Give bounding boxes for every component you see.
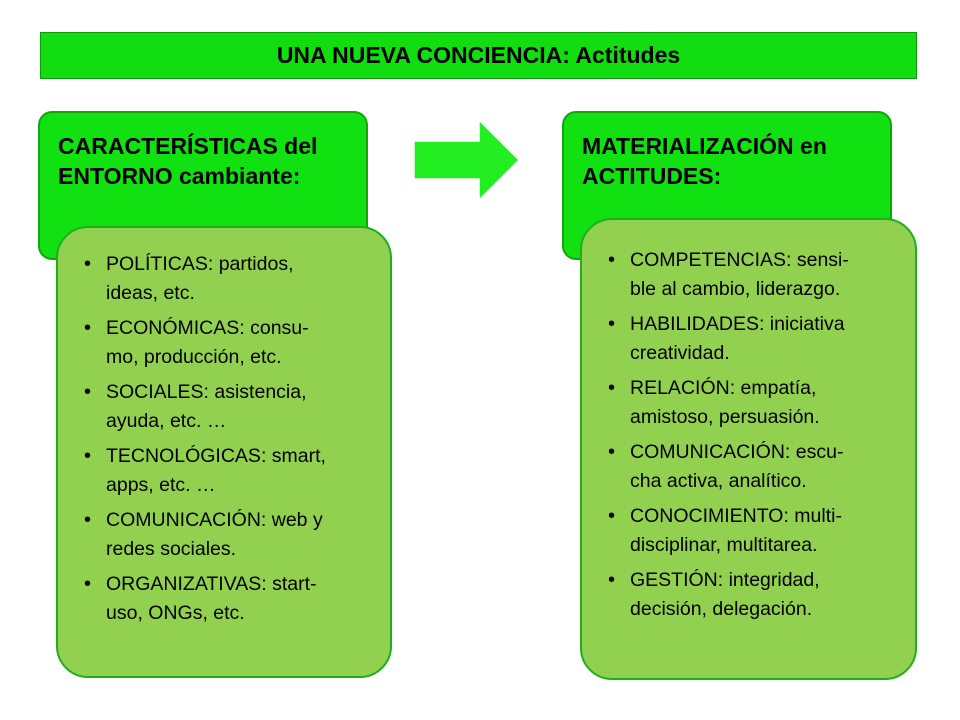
characteristics-list [84, 250, 368, 628]
list-item-line1: COMPETENCIAS: sensi- [630, 249, 849, 271]
list-item-line1: SOCIALES: asistencia, [106, 381, 307, 403]
list-item [84, 570, 368, 628]
materialization-list [608, 246, 893, 624]
list-item-line2: redes sociales. [106, 538, 237, 560]
list-item [84, 506, 368, 564]
list-item-line1: HABILIDADES: iniciativa [630, 313, 845, 335]
list-item-line1: ORGANIZATIVAS: start- [106, 573, 317, 595]
list-item-line2: amistoso, persuasión. [630, 406, 820, 428]
list-item-line2: apps, etc. … [106, 474, 216, 496]
characteristics-heading-line2: ENTORNO cambiante: [58, 163, 301, 189]
list-item-line2: decisión, delegación. [630, 598, 813, 620]
list-item-line1: CONOCIMIENTO: multi- [630, 505, 842, 527]
characteristics-list-box [56, 226, 392, 678]
materialization-heading-line1: MATERIALIZACIÓN en [582, 133, 827, 159]
list-item [608, 246, 893, 304]
right-arrow-icon [413, 119, 521, 201]
list-item-line1: ECONÓMICAS: consu- [106, 317, 309, 339]
list-item-line1: RELACIÓN: empatía, [630, 377, 817, 399]
list-item-line2: ayuda, etc. … [106, 410, 227, 432]
list-item-line2: mo, producción, etc. [106, 346, 282, 368]
list-item-line1: COMUNICACIÓN: escu- [630, 441, 844, 463]
list-item-line2: disciplinar, multitarea. [630, 534, 818, 556]
list-item [608, 566, 893, 624]
list-item [608, 502, 893, 560]
list-item [84, 314, 368, 372]
diagram-title [40, 32, 917, 79]
materialization-heading-line2: ACTITUDES: [582, 163, 722, 189]
diagram-title-text: UNA NUEVA CONCIENCIA: Actitudes [276, 42, 681, 68]
list-item [84, 250, 368, 308]
list-item-line1: COMUNICACIÓN: web y [106, 509, 323, 531]
list-item-line1: POLÍTICAS: partidos, [106, 253, 294, 275]
list-item [608, 374, 893, 432]
list-item-line2: cha activa, analítico. [630, 470, 807, 492]
materialization-list-box [580, 218, 917, 680]
list-item-line2: uso, ONGs, etc. [106, 602, 245, 624]
list-item [608, 310, 893, 368]
list-item-line2: ble al cambio, liderazgo. [630, 278, 841, 300]
list-item [608, 438, 893, 496]
arrow-shape [414, 120, 519, 200]
characteristics-heading-line1: CARACTERÍSTICAS del [58, 133, 318, 159]
list-item-line1: TECNOLÓGICAS: smart, [106, 445, 326, 467]
list-item-line1: GESTIÓN: integridad, [630, 569, 820, 591]
list-item-line2: creatividad. [630, 342, 730, 364]
list-item-line2: ideas, etc. [106, 282, 195, 304]
list-item [84, 378, 368, 436]
list-item [84, 442, 368, 500]
